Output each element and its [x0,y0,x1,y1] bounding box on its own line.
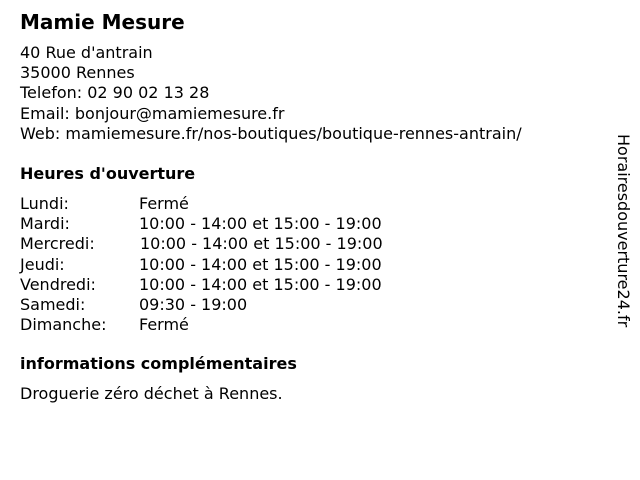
hours-row [20,214,383,234]
day-hours: 10:00 - 14:00 et 15:00 - 19:00 [139,254,382,274]
hours-row [20,255,383,275]
contact-block [20,43,522,144]
site-watermark: Horairesdouverture24.fr [614,134,633,328]
additional-info-heading: informations complémentaires [20,354,297,373]
day-hours: 10:00 - 14:00 et 15:00 - 19:00 [140,234,383,254]
phone-number[interactable]: Telefon: 02 90 02 13 28 [20,83,210,103]
day-label: Mercredi: [20,234,95,254]
day-hours: 10:00 - 14:00 et 15:00 - 19:00 [139,274,382,294]
street-address: 40 Rue d'antrain [20,43,153,62]
hours-row [20,275,383,295]
hours-row [20,234,383,254]
day-label: Dimanche: [20,315,107,335]
day-label: Samedi: [20,295,86,315]
website-link[interactable]: Web: mamiemesure.fr/nos-boutiques/boutique-rennes-antrain/ [20,123,522,143]
day-label: Jeudi: [20,254,65,274]
city-postcode: 35000 Rennes [20,63,135,83]
email-address[interactable]: Email: bonjour@mamiemesure.fr [20,103,285,123]
day-hours: 10:00 - 14:00 et 15:00 - 19:00 [139,214,382,234]
day-label: Lundi: [20,194,69,213]
day-label: Vendredi: [20,274,96,294]
opening-hours-table [20,194,383,335]
day-label: Mardi: [20,214,70,234]
hours-row [20,315,383,335]
hours-row [20,295,383,315]
additional-info-text: Droguerie zéro déchet à Rennes. [20,384,283,403]
day-hours: 09:30 - 19:00 [139,295,248,315]
business-name: Mamie Mesure [20,10,185,34]
day-hours: Fermé [139,315,189,335]
hours-row [20,194,383,214]
opening-hours-heading: Heures d'ouverture [20,164,196,183]
day-hours: Fermé [139,194,189,213]
